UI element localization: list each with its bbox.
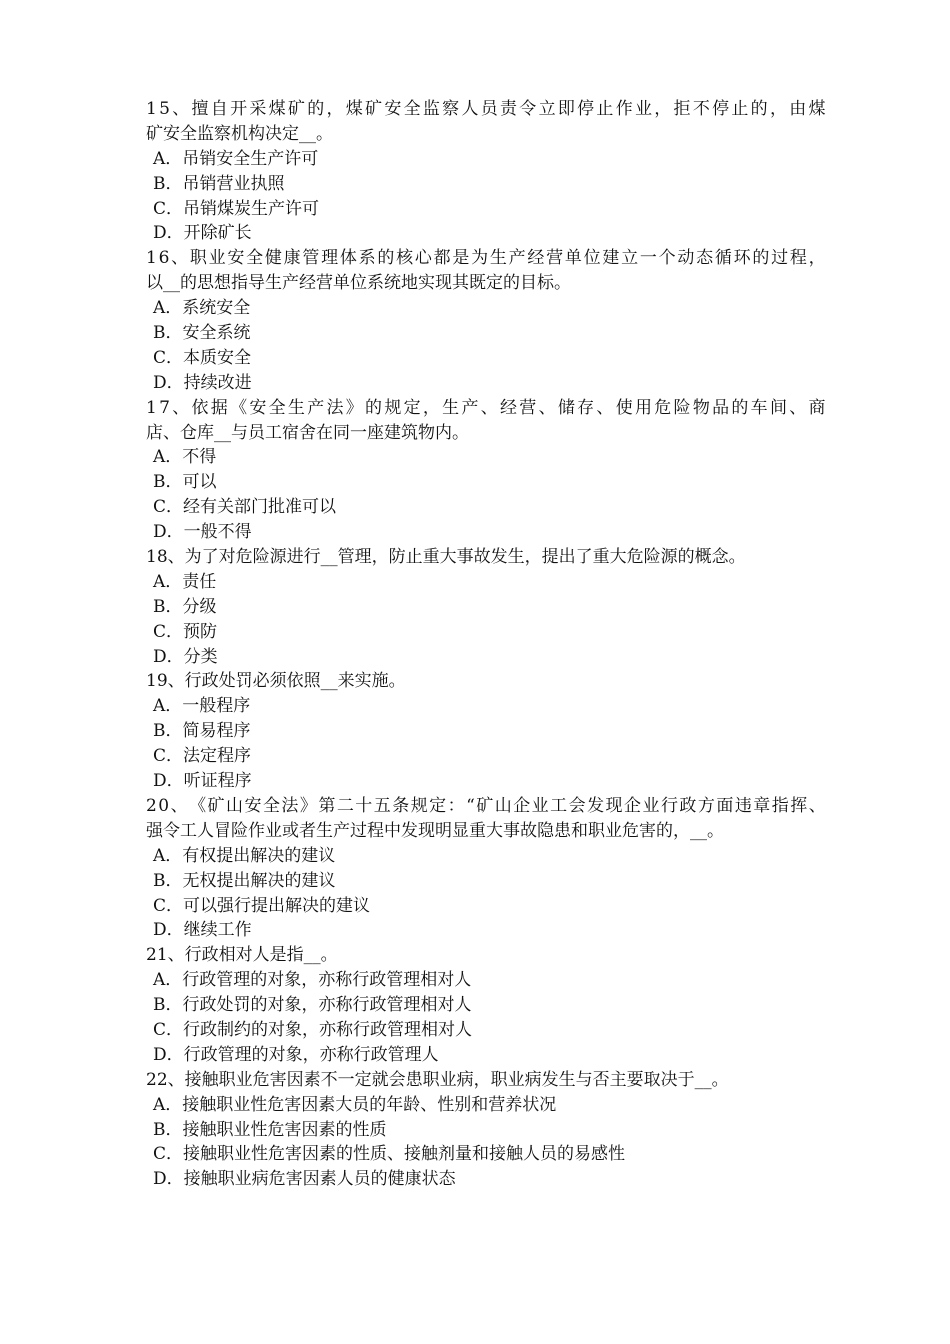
question-18-option-c: C．预防 <box>153 621 218 642</box>
question-18-option-b: B．分级 <box>153 596 217 617</box>
question-17-line-1: 1 7 、 依 据 《 安 全 生 产 法 》 的 规 定 ， 生 产 、 经 营 、 储 存 、 使 用 危 险 物 品 的 车 间 、 商 <box>146 397 826 418</box>
question-list <box>146 97 826 1192</box>
question-20-line-2: 强令工人冒险作业或者生产过程中发现明显重大事故隐患和职业危害的，__。 <box>146 820 724 841</box>
question-20-option-b: B．无权提出解决的建议 <box>153 870 336 891</box>
question-20-option-a: A．有权提出解决的建议 <box>153 845 336 866</box>
question-16-line-1: 1 6 、 职 业 安 全 健 康 管 理 体 系 的 核 心 都 是 为 生 产 经 营 单 位 建 立 一 个 动 态 循 环 的 过 程 ， <box>146 248 826 269</box>
question-21-option-c: C．行政制约的对象，亦称行政管理相对人 <box>153 1019 473 1040</box>
question-18-line-1: 18、为了对危险源进行__管理，防止重大事故发生，提出了重大危险源的概念。 <box>146 547 746 568</box>
question-17-line-2: 店、仓库__与员工宿舍在同一座建筑物内。 <box>146 422 469 443</box>
question-19-option-d: D．听证程序 <box>153 771 252 792</box>
question-15-line-1: 1 5 、 擅 自 开 采 煤 矿 的 ， 煤 矿 安 全 监 察 人 员 责 令 立 即 停 止 作 业 ， 拒 不 停 止 的 ， 由 煤 <box>146 99 826 119</box>
question-22-option-d: D．接触职业病危害因素人员的健康状态 <box>153 1169 456 1190</box>
question-19-line-1: 19、行政处罚必须依照__来实施。 <box>146 671 406 692</box>
question-15-line-2: 矿安全监察机构决定__。 <box>146 123 333 144</box>
question-20-option-d: D．继续工作 <box>153 920 252 941</box>
question-18-option-d: D．分类 <box>153 646 218 667</box>
question-16-option-d: D．持续改进 <box>153 372 252 393</box>
question-16-option-c: C．本质安全 <box>153 347 252 368</box>
question-22-line-1: 22、接触职业危害因素不一定就会患职业病，职业病发生与否主要取决于__。 <box>146 1069 729 1090</box>
question-17-option-b: B．可以 <box>153 472 217 493</box>
question-21-option-d: D．行政管理的对象，亦称行政管理人 <box>153 1044 439 1065</box>
question-22-option-b: B．接触职业性危害因素的性质 <box>153 1119 387 1140</box>
question-20-option-c: C．可以强行提出解决的建议 <box>153 895 371 916</box>
question-17-option-a: A．不得 <box>153 447 217 468</box>
question-19-option-a: A．一般程序 <box>153 696 251 717</box>
question-16-option-b: B．安全系统 <box>153 323 251 344</box>
question-19-option-b: B．简易程序 <box>153 721 251 742</box>
question-15-option-d: D．开除矿长 <box>153 223 252 244</box>
question-20-line-1: 2 0 、 《 矿 山 安 全 法 》 第 二 十 五 条 规 定 ： “ 矿 山 企 业 工 会 发 现 企 业 行 政 方 面 违 章 指 挥 、 <box>146 795 826 816</box>
question-18-option-a: A．责任 <box>153 571 217 592</box>
question-16-line-2: 以__的思想指导生产经营单位系统地实现其既定的目标。 <box>146 273 571 294</box>
question-17-option-c: C．经有关部门批准可以 <box>153 497 337 518</box>
question-22-option-a: A．接触职业性危害因素大员的年龄、性别和营养状况 <box>153 1094 557 1115</box>
question-16-option-a: A．系统安全 <box>153 298 251 319</box>
question-21-line-1: 21、行政相对人是指__。 <box>146 945 338 966</box>
question-21-option-b: B．行政处罚的对象，亦称行政管理相对人 <box>153 995 472 1016</box>
question-15-option-a: A．吊销安全生产许可 <box>153 148 319 169</box>
question-21-option-a: A．行政管理的对象，亦称行政管理相对人 <box>153 970 472 991</box>
question-15-option-c: C．吊销煤炭生产许可 <box>153 198 320 219</box>
question-15-option-b: B．吊销营业执照 <box>153 173 285 194</box>
question-17-option-d: D．一般不得 <box>153 522 252 543</box>
question-22-option-c: C．接触职业性危害因素的性质、接触剂量和接触人员的易感性 <box>153 1144 626 1165</box>
question-19-option-c: C．法定程序 <box>153 746 252 767</box>
